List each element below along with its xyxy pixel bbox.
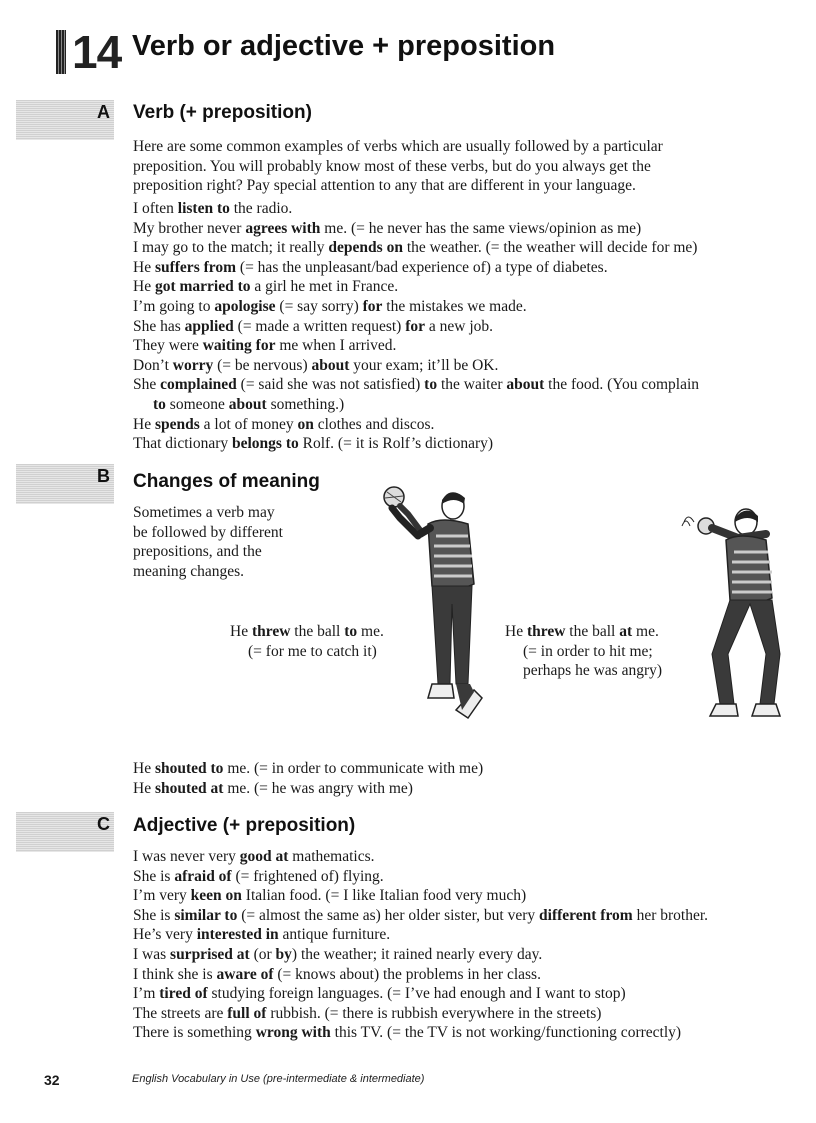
key-phrase: afraid of bbox=[174, 867, 232, 885]
intro-line: prepositions, and the bbox=[133, 543, 262, 561]
key-phrase: full of bbox=[227, 1004, 267, 1022]
text-segment: the weather. (= the weather will decide for me) bbox=[402, 239, 698, 257]
section-a-tab bbox=[16, 100, 114, 140]
key-phrase: listen to bbox=[177, 200, 230, 217]
text-segment: She is bbox=[133, 906, 175, 924]
example-line bbox=[133, 258, 699, 278]
text-segment: your exam; it’ll be OK. bbox=[349, 356, 499, 374]
section-c-examples bbox=[133, 847, 708, 1043]
unit-bar-decoration bbox=[56, 30, 66, 74]
text-segment: (= has the unpleasant/bad experience of) a type of diabetes. bbox=[236, 258, 608, 276]
key-phrase: surprised at bbox=[170, 945, 250, 963]
example-line bbox=[133, 199, 699, 219]
key-phrase: at bbox=[619, 623, 633, 640]
text-segment: I’m bbox=[133, 985, 160, 1003]
text-segment: a lot of money bbox=[199, 415, 298, 433]
caption-line bbox=[505, 661, 662, 681]
key-phrase: belongs to bbox=[232, 435, 299, 453]
text-segment: someone bbox=[165, 395, 229, 413]
key-phrase: aware of bbox=[216, 965, 274, 983]
example-line bbox=[133, 1004, 708, 1024]
key-phrase: threw bbox=[526, 623, 566, 640]
key-phrase: threw bbox=[251, 623, 291, 640]
boy-throwing-at-illustration bbox=[676, 504, 786, 738]
text-segment: something.) bbox=[266, 395, 345, 413]
text-segment: ) the weather; it rained nearly every day. bbox=[291, 945, 543, 963]
key-phrase: tired of bbox=[159, 985, 208, 1003]
key-phrase: apologise bbox=[214, 297, 276, 315]
text-segment: me when I arrived. bbox=[275, 337, 397, 355]
section-c-title: Adjective (+ preposition) bbox=[133, 815, 356, 836]
intro-line: preposition right? Pay special attention to any that are different in your language. bbox=[133, 177, 636, 195]
text-segment: studying foreign languages. (= I’ve had enough and I want to stop) bbox=[207, 985, 626, 1003]
text-segment: She has bbox=[133, 317, 185, 335]
text-segment: (= said she was not satisfied) bbox=[236, 376, 425, 394]
text-segment: antique furniture. bbox=[278, 926, 391, 944]
key-phrase: suffers from bbox=[154, 258, 237, 276]
key-phrase: agrees with bbox=[245, 219, 321, 237]
key-phrase: good at bbox=[239, 848, 289, 865]
key-phrase: different from bbox=[539, 906, 633, 924]
key-phrase: spends bbox=[154, 415, 200, 433]
example-line bbox=[133, 779, 483, 799]
intro-line: preposition. You will probably know most of these verbs, but do you always get the bbox=[133, 157, 651, 175]
text-segment: (= frightened of) flying. bbox=[231, 867, 384, 885]
key-phrase: about bbox=[506, 376, 545, 394]
text-segment: Rolf. (= it is Rolf’s dictionary) bbox=[298, 435, 494, 453]
text-segment: He’s very bbox=[133, 926, 197, 944]
example-line bbox=[133, 847, 708, 867]
text-segment: (= say sorry) bbox=[275, 297, 363, 315]
intro-line: Here are some common examples of verbs which are usually followed by a particular bbox=[133, 138, 663, 155]
example-line bbox=[133, 984, 708, 1004]
text-segment: (= be nervous) bbox=[213, 356, 312, 374]
book-title: English Vocabulary in Use (pre-intermediate & intermediate) bbox=[132, 1073, 425, 1085]
text-segment: They were bbox=[133, 337, 203, 355]
section-a-examples bbox=[133, 199, 699, 454]
page-number: 32 bbox=[44, 1072, 60, 1088]
text-segment: He bbox=[133, 415, 155, 433]
text-segment: I may go to the match; it really bbox=[133, 239, 329, 257]
example-line bbox=[133, 925, 708, 945]
section-a-title: Verb (+ preposition) bbox=[133, 102, 312, 123]
key-phrase: shouted to bbox=[154, 760, 224, 777]
example-line bbox=[133, 759, 483, 779]
text-segment: (= made a written request) bbox=[233, 317, 406, 335]
text-segment: She bbox=[133, 376, 161, 394]
text-segment: (= knows about) the problems in her class. bbox=[273, 965, 541, 983]
section-b-examples bbox=[133, 759, 483, 798]
text-segment: He bbox=[133, 258, 155, 276]
intro-line: be followed by different bbox=[133, 523, 283, 541]
text-segment: He bbox=[133, 779, 155, 797]
caption-threw-at bbox=[505, 622, 662, 681]
section-a-intro bbox=[133, 137, 663, 196]
key-phrase: by bbox=[275, 945, 292, 963]
key-phrase: complained bbox=[160, 376, 237, 394]
text-segment: rubbish. (= there is rubbish everywhere in the streets) bbox=[266, 1004, 602, 1022]
text-segment: (= almost the same as) her older sister, but very bbox=[237, 906, 540, 924]
example-line bbox=[133, 945, 708, 965]
text-segment: this TV. (= the TV is not working/functioning correctly) bbox=[330, 1024, 682, 1042]
section-b-title: Changes of meaning bbox=[133, 471, 320, 492]
key-phrase: interested in bbox=[196, 926, 279, 944]
text-segment: He bbox=[133, 760, 155, 777]
example-line bbox=[133, 906, 708, 926]
example-line bbox=[133, 277, 699, 297]
key-phrase: wrong with bbox=[255, 1024, 331, 1042]
text-segment: the ball bbox=[290, 623, 345, 640]
text-segment: I’m going to bbox=[133, 297, 215, 315]
text-segment: the mistakes we made. bbox=[382, 297, 527, 315]
key-phrase: shouted at bbox=[154, 779, 224, 797]
caption-line bbox=[505, 642, 662, 662]
text-segment: the radio. bbox=[229, 200, 293, 217]
key-phrase: got married to bbox=[154, 278, 251, 296]
example-line bbox=[133, 886, 708, 906]
text-segment: The streets are bbox=[133, 1004, 228, 1022]
text-segment: He bbox=[505, 623, 527, 640]
text-segment: I’m very bbox=[133, 887, 191, 905]
unit-number-badge bbox=[56, 22, 121, 82]
caption-line bbox=[230, 622, 384, 642]
key-phrase: for bbox=[362, 297, 383, 315]
text-segment: me. (= he never has the same views/opinion as me) bbox=[320, 219, 642, 237]
text-segment: I was never very bbox=[133, 848, 240, 865]
example-line bbox=[133, 434, 699, 454]
unit-number: 14 bbox=[72, 26, 122, 78]
unit-title: Verb or adjective + preposition bbox=[132, 30, 556, 62]
example-line bbox=[133, 965, 708, 985]
example-line bbox=[133, 317, 699, 337]
text-segment: mathematics. bbox=[288, 848, 375, 865]
section-a-letter: A bbox=[97, 102, 110, 122]
text-segment: the food. (You complain bbox=[544, 376, 700, 394]
text-segment: the ball bbox=[565, 623, 620, 640]
section-c-letter: C bbox=[97, 814, 110, 834]
key-phrase: about bbox=[228, 395, 267, 413]
example-line bbox=[133, 336, 699, 356]
key-phrase: waiting for bbox=[202, 337, 276, 355]
text-segment: a girl he met in France. bbox=[250, 278, 399, 296]
example-line bbox=[133, 395, 699, 415]
text-segment: (or bbox=[249, 945, 276, 963]
key-phrase: about bbox=[311, 356, 350, 374]
text-segment: I think she is bbox=[133, 965, 217, 983]
key-phrase: keen on bbox=[190, 887, 242, 905]
text-segment: Italian food. (= I like Italian food very much) bbox=[241, 887, 527, 905]
caption-threw-to bbox=[230, 622, 384, 661]
example-line bbox=[133, 375, 699, 395]
example-line bbox=[133, 238, 699, 258]
section-c-tab bbox=[16, 812, 114, 852]
boy-catching-ball-illustration bbox=[370, 484, 490, 740]
text-segment: clothes and discos. bbox=[313, 415, 435, 433]
text-segment: her brother. bbox=[632, 906, 709, 924]
example-line bbox=[133, 1023, 708, 1043]
example-line bbox=[133, 867, 708, 887]
intro-line: meaning changes. bbox=[133, 562, 245, 580]
section-b-intro bbox=[133, 503, 283, 581]
key-phrase: similar to bbox=[174, 906, 238, 924]
key-phrase: on bbox=[297, 415, 314, 433]
key-phrase: worry bbox=[172, 356, 214, 374]
example-line bbox=[133, 219, 699, 239]
text-segment: My brother never bbox=[133, 219, 246, 237]
section-b-letter: B bbox=[97, 466, 110, 486]
text-segment: He bbox=[230, 623, 252, 640]
text-segment: Don’t bbox=[133, 356, 173, 374]
key-phrase: depends on bbox=[328, 239, 403, 257]
text-segment: me. bbox=[632, 623, 659, 640]
text-segment: perhaps he was angry) bbox=[523, 662, 663, 680]
text-segment: (= in order to hit me; bbox=[523, 642, 653, 660]
caption-line bbox=[505, 622, 662, 642]
key-phrase: for bbox=[405, 317, 426, 335]
text-segment: me. (= in order to communicate with me) bbox=[223, 760, 484, 777]
text-segment: me. bbox=[357, 623, 384, 640]
text-segment: the waiter bbox=[437, 376, 507, 394]
intro-line: Sometimes a verb may bbox=[133, 504, 275, 521]
text-segment: She is bbox=[133, 867, 175, 885]
key-phrase: applied bbox=[184, 317, 234, 335]
text-segment: He bbox=[133, 278, 155, 296]
key-phrase: to bbox=[153, 395, 166, 413]
key-phrase: to bbox=[424, 376, 438, 394]
text-segment: That dictionary bbox=[133, 435, 232, 453]
text-segment: a new job. bbox=[425, 317, 494, 335]
example-line bbox=[133, 356, 699, 376]
text-segment: I was bbox=[133, 945, 171, 963]
section-b-tab bbox=[16, 464, 114, 504]
text-segment: There is something bbox=[133, 1024, 256, 1042]
example-line bbox=[133, 415, 699, 435]
text-segment: (= for me to catch it) bbox=[248, 642, 377, 660]
caption-line bbox=[230, 642, 384, 662]
text-segment: me. (= he was angry with me) bbox=[223, 779, 413, 797]
key-phrase: to bbox=[344, 623, 358, 640]
text-segment: I often bbox=[133, 200, 178, 217]
example-line bbox=[133, 297, 699, 317]
